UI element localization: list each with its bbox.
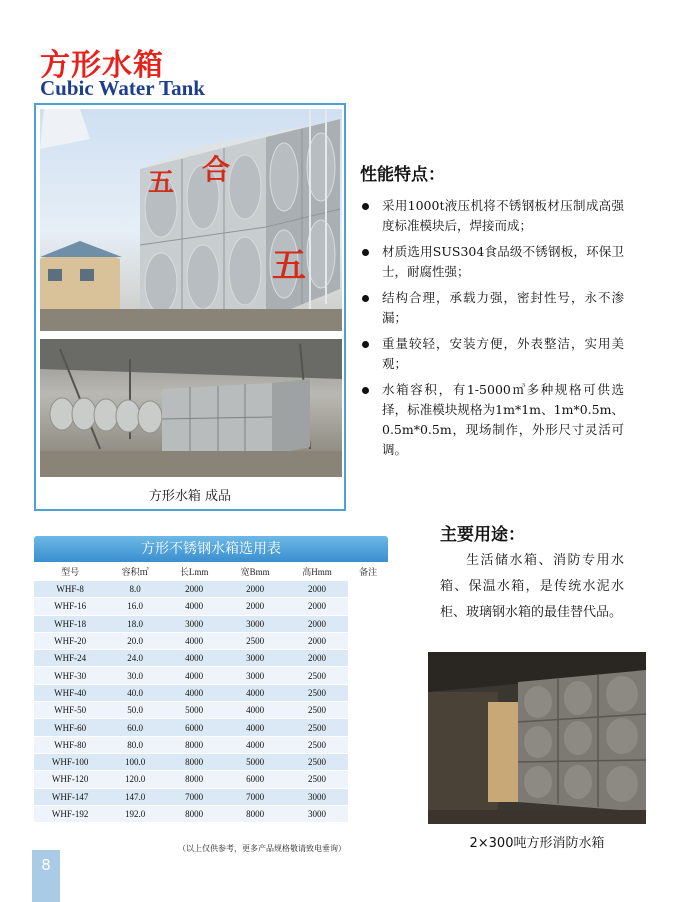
table-cell: 4000 [224,702,285,719]
table-cell: 147.0 [106,788,164,805]
table-cell: 3000 [224,650,285,667]
table-cell: 2500 [286,684,348,701]
table-cell: 50.0 [106,702,164,719]
feature-text: 材质选用SUS304食品级不锈钢板，环保卫士，耐腐性强； [382,244,624,279]
usage-text: 生活储水箱、消防专用水箱、保温水箱，是传统水泥水柜、玻璃钢水箱的最佳替代品。 [440,553,624,620]
table-cell: 3000 [224,667,285,684]
table-cell: 60.0 [106,719,164,736]
column-header: 宽Bmm [224,562,285,581]
column-header: 容积㎥ [106,562,164,581]
tank-character-1: 五 [148,168,175,198]
product-photo-caption: 方形水箱 成品 [148,489,232,504]
table-cell: 2000 [286,598,348,615]
table-cell: 2500 [286,702,348,719]
table-cell: 8000 [164,805,224,822]
table-cell: WHF-24 [34,650,106,667]
tank-character-3: 五 [272,246,306,286]
column-header: 长Lmm [164,562,224,581]
table-cell: 5000 [224,753,285,770]
table-cell: 4000 [164,632,224,649]
table-cell: 3000 [286,788,348,805]
table-cell: WHF-60 [34,719,106,736]
table-cell: WHF-18 [34,615,106,632]
table-row [34,684,388,701]
table-cell: 2500 [286,667,348,684]
table-row [34,615,388,632]
table-cell: 5000 [164,702,224,719]
table-row [34,598,388,615]
table-cell: 3000 [286,805,348,822]
feature-item [360,380,624,460]
table-cell: WHF-40 [34,684,106,701]
feature-text: 重量较轻，安装方便，外表整洁，实用美观； [382,336,624,371]
table-cell: 4000 [164,598,224,615]
table-cell: 7000 [164,788,224,805]
feature-text: 结构合理，承载力强，密封性号，永不渗漏； [382,290,624,325]
table-cell: WHF-120 [34,771,106,788]
feature-item [360,288,624,328]
table-cell [348,702,388,719]
page-title-cn: 方形水箱 [40,48,164,83]
table-cell: 2000 [224,598,285,615]
bullet-icon [362,203,369,210]
table-cell: 8000 [164,736,224,753]
table-note: （以上仅供参考，更多产品规格敬请致电垂询） [178,844,346,853]
table-cell: 4000 [224,684,285,701]
table-cell: 16.0 [106,598,164,615]
table-cell: 8.0 [106,581,164,598]
table-cell: 18.0 [106,615,164,632]
table-cell: 7000 [224,788,285,805]
table-cell: 2500 [286,719,348,736]
table-cell: 8000 [164,771,224,788]
table-row [34,650,388,667]
table-cell: 100.0 [106,753,164,770]
table-cell [348,598,388,615]
table-cell: 6000 [164,719,224,736]
table-cell: 2500 [286,736,348,753]
table-cell [348,753,388,770]
features-list [360,196,624,466]
table-cell: 2500 [224,632,285,649]
table-cell: 2500 [286,771,348,788]
table-cell [348,805,388,822]
table-cell [348,632,388,649]
table-cell: 3000 [164,615,224,632]
table-cell: WHF-192 [34,805,106,822]
factory-tanks-photo [40,339,342,477]
spec-table-panel [34,536,388,823]
table-cell: 80.0 [106,736,164,753]
table-row [34,667,388,684]
spec-table-title: 方形不锈钢水箱选用表 [34,536,388,562]
table-cell [348,650,388,667]
feature-item [360,334,624,374]
table-cell: WHF-30 [34,667,106,684]
table-row [34,771,388,788]
table-cell: 24.0 [106,650,164,667]
table-cell: 8000 [164,753,224,770]
table-cell: 40.0 [106,684,164,701]
table-cell: 2500 [286,753,348,770]
table-cell: 8000 [224,805,285,822]
page-title-en: Cubic Water Tank [40,76,205,100]
usage-heading: 主要用途： [440,525,525,545]
table-cell: 192.0 [106,805,164,822]
table-cell [348,736,388,753]
feature-item [360,196,624,236]
feature-item [360,242,624,282]
spec-table [34,562,388,823]
table-cell: WHF-8 [34,581,106,598]
table-row [34,788,388,805]
table-row [34,805,388,822]
feature-text: 采用1000t液压机将不锈钢板材压制成高强度标准模块后，焊接而成； [382,198,624,233]
table-cell: 2000 [224,581,285,598]
table-cell: WHF-80 [34,736,106,753]
page-number: 8 [32,850,60,902]
table-cell [348,581,388,598]
fire-tank-photo [428,652,646,824]
table-cell: WHF-20 [34,632,106,649]
table-cell: 4000 [164,684,224,701]
feature-text: 水箱容积，有1-5000㎥多种规格可供选择，标准模块规格为1m*1m、1m*0.5m、0.5m*0.5m，现场制作，外形尺寸灵活可调。 [382,382,624,457]
bullet-icon [362,387,369,394]
table-row [34,581,388,598]
tank-character-2: 合 [202,153,231,186]
table-cell [348,719,388,736]
bullet-icon [362,295,369,302]
table-cell: WHF-50 [34,702,106,719]
column-header: 备注 [348,562,388,581]
table-cell: 6000 [224,771,285,788]
table-cell [348,771,388,788]
table-cell: 20.0 [106,632,164,649]
table-row [34,702,388,719]
table-cell: 2000 [286,581,348,598]
table-cell: 2000 [286,615,348,632]
column-header: 高Hmm [286,562,348,581]
rooftop-tank-photo [40,109,342,331]
column-header: 型号 [34,562,106,581]
table-row [34,632,388,649]
table-cell: 4000 [224,736,285,753]
table-cell [348,788,388,805]
table-cell [348,615,388,632]
table-cell [348,667,388,684]
table-cell: 120.0 [106,771,164,788]
table-cell: WHF-16 [34,598,106,615]
table-cell: WHF-100 [34,753,106,770]
table-cell: 30.0 [106,667,164,684]
table-row [34,736,388,753]
bullet-icon [362,249,369,256]
fire-tank-caption: 2×300吨方形消防水箱 [469,836,605,851]
table-cell [348,684,388,701]
table-header-row [34,562,388,581]
table-cell: 4000 [224,719,285,736]
table-cell: 2000 [286,632,348,649]
features-heading: 性能特点： [360,165,445,185]
table-cell: 4000 [164,650,224,667]
table-row [34,753,388,770]
table-cell: 3000 [224,615,285,632]
table-cell: WHF-147 [34,788,106,805]
table-cell: 4000 [164,667,224,684]
product-photo-frame [34,103,346,511]
table-row [34,719,388,736]
bullet-icon [362,341,369,348]
table-cell: 2000 [164,581,224,598]
table-cell: 2000 [286,650,348,667]
